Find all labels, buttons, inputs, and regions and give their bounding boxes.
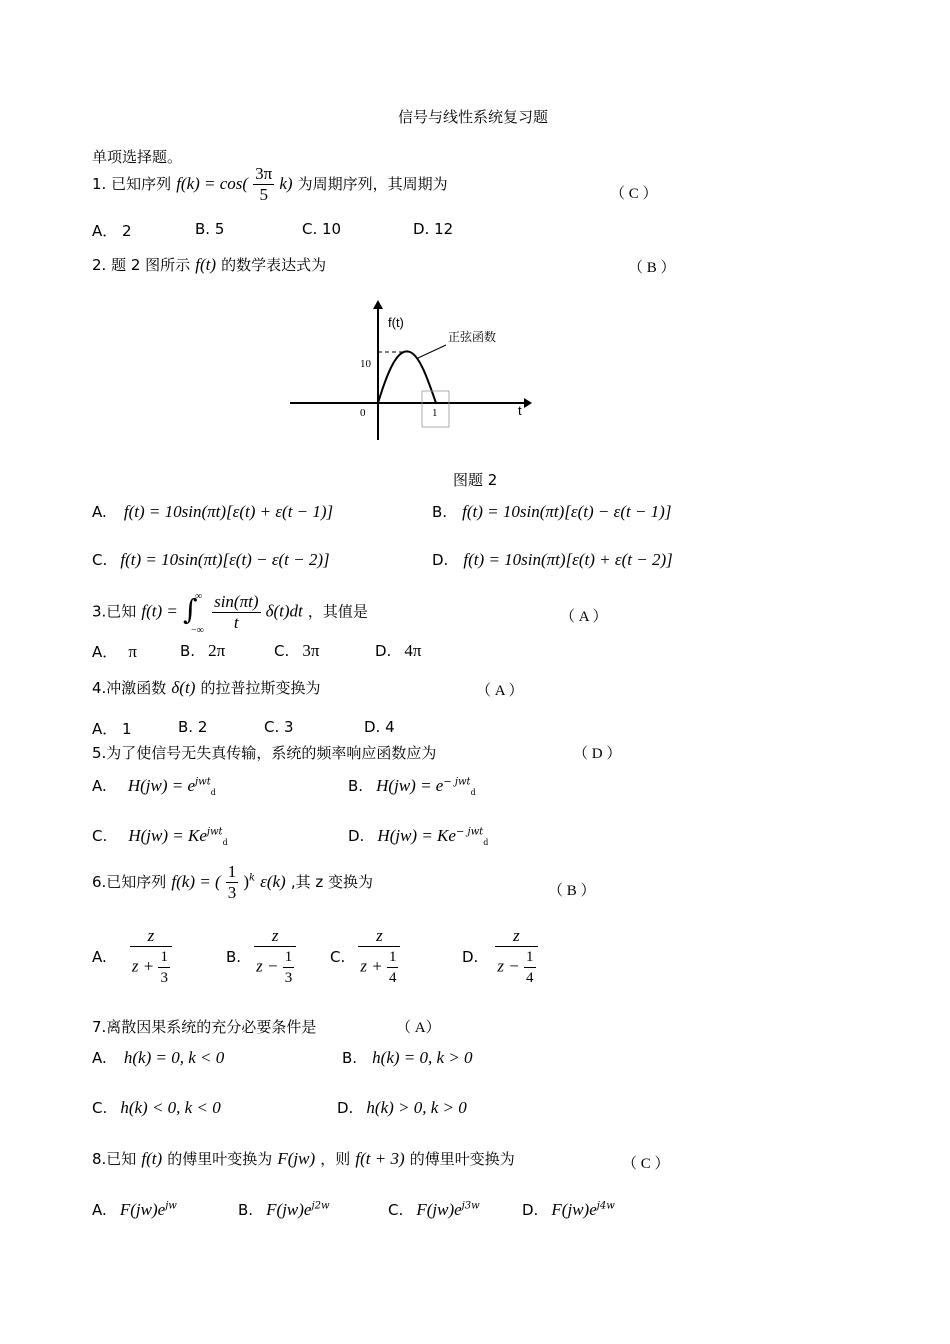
q6-frac-num: 1 [227, 862, 237, 881]
q3-option-d [375, 641, 422, 661]
question-4 [92, 677, 320, 698]
section-heading: 单项选择题。 [92, 148, 183, 166]
q3-option-c-val: 3π [302, 641, 320, 660]
q6-option-c-frac [358, 926, 400, 988]
q7-option-c-expr: h(k) < 0, k < 0 [120, 1098, 221, 1117]
q1-expr-left: f(k) = cos( [176, 174, 249, 193]
q4-option-c: C. 3 [264, 718, 294, 736]
q2-option-c-label: C. [92, 551, 108, 569]
q5-option-b-exp: − jwt [443, 776, 471, 788]
q2-option-d-label: D. [432, 551, 449, 569]
q7-answer: （ A） [396, 1020, 441, 1036]
q3-frac-num: sin(πt) [214, 591, 259, 611]
q3-option-b-val: 2π [208, 641, 226, 660]
q5-option-b [348, 776, 476, 797]
q4-expr: δ(t) [171, 678, 196, 697]
q6-option-b-label: B. [226, 948, 242, 966]
q8-expr1: f(t) [141, 1149, 163, 1168]
q6-option-a-den-left: z + [131, 956, 155, 976]
q3-option-c [274, 641, 319, 661]
q6-option-c-den [358, 947, 400, 988]
q3-frac-den: t [233, 612, 239, 632]
q1-frac-num: 3π [255, 164, 273, 183]
q8-mid2: ，则 [320, 1150, 351, 1168]
q2-option-a [92, 502, 333, 522]
q6-option-a-frac [130, 926, 172, 988]
q5-option-c-sub: d [222, 838, 228, 848]
q8-option-b-label: B. [238, 1201, 254, 1219]
question-2 [92, 254, 326, 275]
q5-option-d [348, 826, 488, 847]
q6-option-d-den-num: 1 [524, 947, 536, 968]
q2-option-b-expr: f(t) = 10sin(πt)[ε(t) − ε(t − 1)] [462, 502, 672, 521]
q2-option-c [92, 550, 330, 570]
q6-option-d-label: D. [462, 948, 479, 966]
q6-option-d-den-den: 4 [526, 970, 534, 986]
sine-curve [378, 351, 436, 403]
question-7: 7.离散因果系统的充分必要条件是 [92, 1018, 317, 1036]
q6-option-b-den [254, 947, 296, 988]
q8-option-d-label: D. [522, 1201, 539, 1219]
q7-option-b-expr: h(k) = 0, k > 0 [372, 1048, 473, 1067]
q4-option-b: B. 2 [178, 718, 208, 736]
q6-option-a [92, 926, 172, 988]
q7-option-c [92, 1098, 221, 1118]
q8-option-c-exp: j3w [461, 1200, 480, 1212]
q8-option-c-lhs: F(jw)e [416, 1200, 462, 1219]
integral-upper: ∞ [195, 591, 203, 602]
q2-prefix: 2. 题 2 图所示 [92, 256, 191, 274]
q6-option-d [462, 926, 538, 988]
q6-expr-tail: ε(k) [260, 872, 286, 891]
q6-option-b [226, 926, 296, 988]
q7-option-a [92, 1048, 224, 1068]
q8-option-a-lhs: F(jw)e [119, 1200, 166, 1219]
q3-option-c-label: C. [274, 642, 290, 660]
q8-mid1: 的傅里叶变换为 [167, 1150, 273, 1168]
q1-option-b: B. 5 [195, 220, 225, 238]
page-title: 信号与线性系统复习题 [398, 108, 549, 126]
q2-option-b-label: B. [432, 503, 448, 521]
curve-annotation: 正弦函数 [448, 330, 497, 344]
q2-option-c-expr: f(t) = 10sin(πt)[ε(t) − ε(t − 2)] [120, 550, 330, 569]
q7-option-c-label: C. [92, 1099, 108, 1117]
q6-option-b-frac [254, 926, 296, 988]
q6-option-c-den-left: z + [360, 956, 383, 976]
question-8 [92, 1148, 515, 1169]
q6-suffix: ,其 z 变换为 [290, 873, 374, 891]
q8-option-b-lhs: F(jw)e [266, 1200, 312, 1219]
q6-option-c-label: C. [330, 948, 346, 966]
q8-option-d [522, 1200, 615, 1220]
q6-option-b-num: z [254, 926, 296, 947]
q7-option-a-expr: h(k) = 0, k < 0 [123, 1048, 225, 1067]
annotation-leader [418, 345, 446, 358]
q8-option-d-exp: j4w [596, 1200, 615, 1212]
question-3 [92, 589, 368, 635]
q7-option-d-expr: h(k) > 0, k > 0 [366, 1098, 467, 1117]
x-axis-label: t [518, 403, 522, 418]
q8-prefix: 8.已知 [92, 1150, 137, 1168]
q6-option-b-den-num: 1 [283, 947, 295, 968]
q4-prefix: 4.冲激函数 [92, 679, 167, 697]
y-tick-10: 10 [360, 358, 371, 370]
q2-figure-caption: 图题 2 [453, 471, 498, 489]
q5-option-a-label: A. [92, 777, 107, 795]
q8-expr3: f(t + 3) [355, 1149, 405, 1168]
q4-suffix: 的拉普拉斯变换为 [200, 679, 321, 697]
q2-option-b [432, 502, 671, 522]
q5-option-d-exp: − jwt [455, 826, 484, 838]
origin-label: 0 [360, 407, 366, 419]
y-axis-label: f(t) [388, 315, 404, 330]
q6-fraction [226, 862, 239, 903]
q3-option-a-label: A． [92, 643, 118, 661]
integral-sign: ∫ ∞ −∞ [183, 591, 204, 636]
q7-option-d-label: D. [337, 1099, 354, 1117]
q6-option-a-den-num: 1 [158, 947, 170, 968]
q6-option-a-num: z [130, 926, 172, 947]
q6-option-c-den-num: 1 [387, 947, 399, 968]
q5-option-c-exp: jwt [206, 826, 223, 838]
question-5: 5.为了使信号无失真传输，系统的频率响应函数应为 [92, 744, 437, 762]
q3-answer: （ A ） [560, 609, 608, 625]
q6-option-a-den-den: 3 [160, 970, 168, 986]
q8-option-b [238, 1200, 330, 1220]
q6-expr-left: f(k) = ( [171, 872, 221, 891]
q8-option-d-lhs: F(jw)e [551, 1200, 597, 1219]
q6-option-d-num: z [495, 926, 537, 947]
q1-option-c: C. 10 [302, 220, 342, 238]
q7-option-b [342, 1048, 473, 1068]
q6-option-b-den-left: z − [256, 956, 279, 976]
q6-answer: （ B ） [548, 883, 596, 899]
q1-frac-den: 5 [259, 185, 268, 204]
q6-option-d-den [495, 947, 537, 988]
q2-option-d-expr: f(t) = 10sin(πt)[ε(t) + ε(t − 2)] [463, 550, 673, 569]
q1-option-a: A． 2 [92, 222, 132, 240]
q1-prefix: 1. 已知序列 [92, 175, 172, 193]
q2-option-d [432, 550, 673, 570]
x-axis-arrow [524, 398, 532, 408]
q4-option-a: A． 1 [92, 720, 132, 738]
q6-expr-right: ) [243, 872, 249, 891]
q3-option-a [92, 641, 137, 662]
q6-option-b-den-den: 3 [284, 970, 293, 986]
q5-option-d-label: D. [348, 827, 365, 845]
q2-suffix: 的数学表达式为 [221, 256, 327, 274]
q6-option-a-label: A. [92, 948, 107, 966]
q3-expr-right: δ(t)dt [265, 601, 303, 621]
q7-option-a-label: A. [92, 1049, 107, 1067]
q2-option-a-expr: f(t) = 10sin(πt)[ε(t) + ε(t − 1)] [123, 502, 334, 521]
q8-option-a-exp: jw [165, 1200, 177, 1212]
q3-option-b-label: B. [180, 642, 196, 660]
question-1 [92, 164, 448, 205]
q8-option-a [92, 1200, 177, 1220]
q3-option-a-val: π [128, 642, 137, 661]
q5-answer: （ D ） [573, 746, 622, 762]
q2-answer: （ B ） [628, 260, 676, 276]
y-axis-arrow [373, 300, 383, 309]
q6-option-c-den-den: 4 [388, 970, 397, 986]
q5-option-c [92, 826, 228, 847]
q1-answer: （ C ） [610, 186, 658, 202]
q6-frac-den: 3 [227, 883, 237, 902]
q5-option-a-lhs: H(jw) = e [127, 776, 196, 795]
q8-option-b-exp: j2w [311, 1200, 330, 1212]
q1-expr-right: k) [279, 174, 293, 193]
q1-option-d: D. 12 [413, 220, 454, 238]
q7-option-b-label: B. [342, 1049, 358, 1067]
question-6 [92, 862, 373, 903]
q5-option-d-lhs: H(jw) = Ke [377, 826, 456, 845]
q3-fraction [212, 592, 260, 633]
q6-option-c [330, 926, 400, 988]
q8-answer: （ C ） [622, 1156, 670, 1172]
q8-option-c [388, 1200, 480, 1220]
q1-fraction [253, 164, 274, 205]
q7-option-d [337, 1098, 467, 1118]
integral-lower: −∞ [191, 625, 204, 636]
q1-suffix: 为周期序列，其周期为 [297, 175, 448, 193]
q4-option-d: D. 4 [364, 718, 395, 736]
q6-option-c-num: z [358, 926, 400, 947]
q5-option-b-label: B. [348, 777, 364, 795]
q6-option-a-den [130, 947, 172, 988]
q5-option-d-sub: d [483, 838, 489, 848]
q3-option-b [180, 641, 225, 661]
q5-option-a-sub: d [210, 788, 216, 798]
q8-suffix: 的傅里叶变换为 [409, 1150, 515, 1168]
q3-option-d-val: 4π [404, 641, 422, 660]
q5-option-a [92, 776, 216, 797]
q8-option-c-label: C. [388, 1201, 404, 1219]
q6-prefix: 6.已知序列 [92, 873, 167, 891]
q5-option-b-sub: d [470, 788, 476, 798]
q6-exp: k [249, 872, 256, 884]
q4-answer: （ A ） [476, 683, 524, 699]
q3-expr-left: f(t) = [141, 601, 178, 621]
q6-option-d-frac [495, 926, 537, 988]
q8-expr2: F(jw) [277, 1149, 316, 1168]
q3-suffix: ，其值是 [307, 602, 368, 621]
q8-option-a-label: A. [92, 1201, 107, 1219]
q5-option-c-label: C. [92, 827, 108, 845]
q6-option-d-den-left: z − [497, 956, 520, 976]
q2-expr: f(t) [195, 255, 217, 274]
q2-figure [280, 295, 540, 445]
x-tick-1: 1 [432, 407, 438, 419]
q5-option-c-lhs: H(jw) = Ke [128, 826, 207, 845]
q5-option-b-lhs: H(jw) = e [376, 776, 444, 795]
q3-prefix: 3.已知 [92, 602, 137, 621]
q5-option-a-exp: jwt [195, 776, 211, 788]
q3-option-d-label: D. [375, 642, 392, 660]
q2-option-a-label: A. [92, 503, 107, 521]
